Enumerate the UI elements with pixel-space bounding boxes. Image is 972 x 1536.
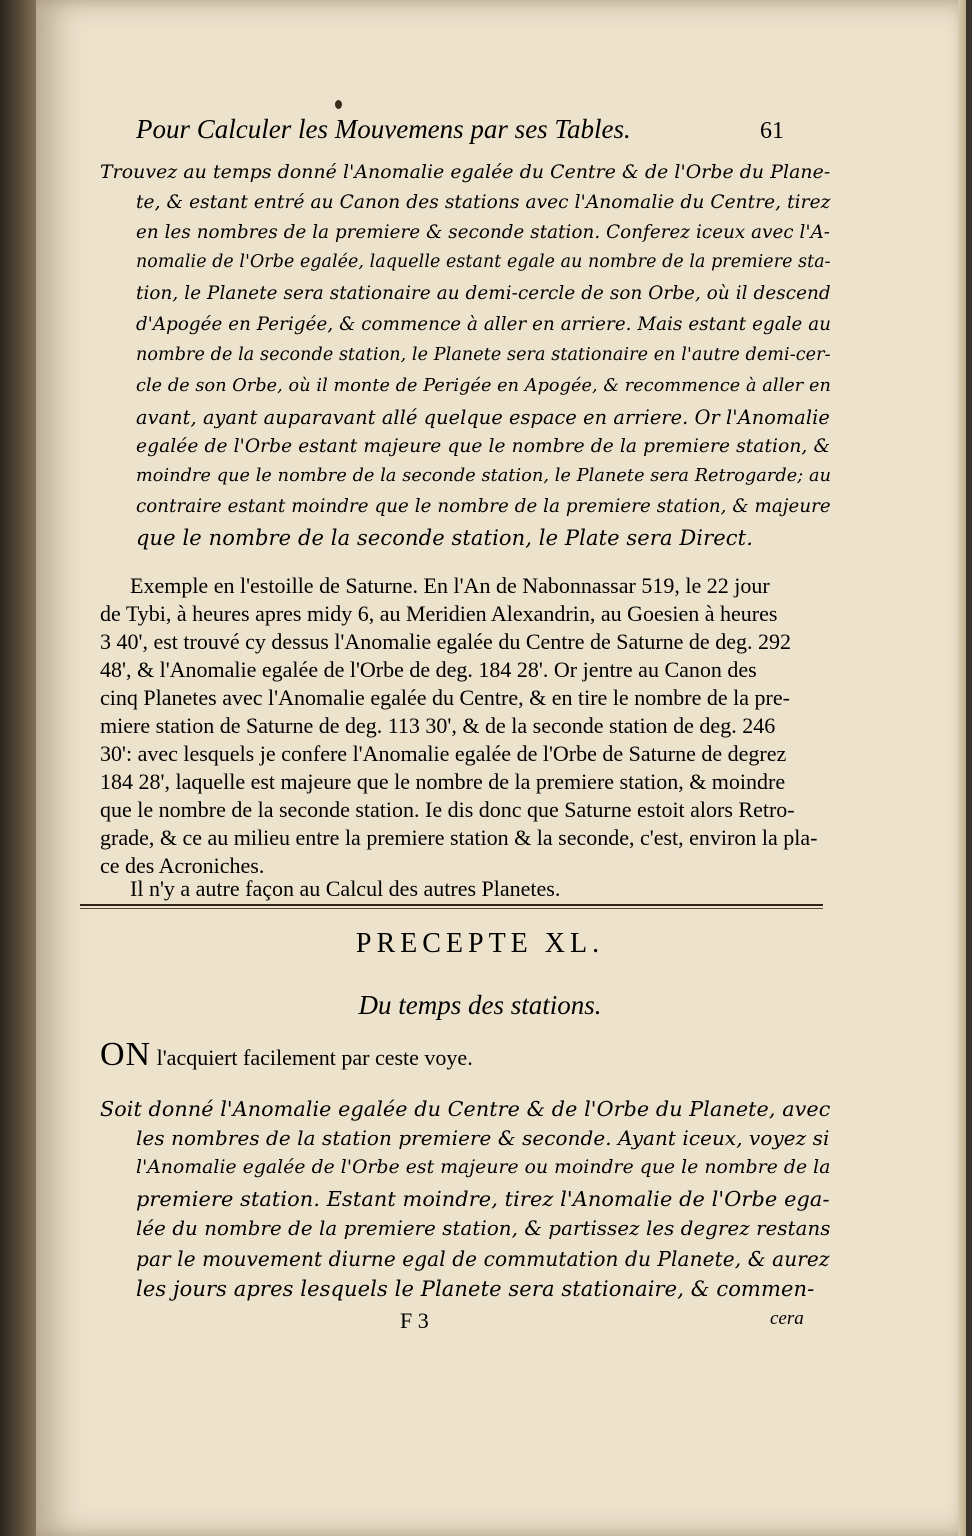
opening-line [100, 1036, 473, 1074]
drop-initial: ON [100, 1036, 152, 1073]
ink-spot [335, 100, 342, 109]
text-line: 30': avec lesquels je confere l'Anomalie egalée de l'Orbe de Saturne de degrez [100, 741, 787, 766]
text-line: cinq Planetes avec l'Anomalie egalée du Centre, & en tire le nombre de la pre- [100, 685, 790, 710]
text-line: te, & estant entré au Canon des stations avec l'Anomalie du Centre, tirez [136, 192, 831, 213]
text-line: lée du nombre de la premiere station, & partissez les degrez restans [136, 1217, 831, 1240]
text-line: avant, ayant auparavant allé quelque espace en arriere. Or l'Anomalie [136, 406, 830, 429]
text-line: que le nombre de la seconde station. Ie dis donc que Saturne estoit alors Retro- [100, 797, 795, 822]
text-line: l'Anomalie egalée de l'Orbe est majeure ou moindre que le nombre de la [136, 1157, 831, 1178]
text-line: Soit donné l'Anomalie egalée du Centre & de l'Orbe du Planete, avec [100, 1097, 831, 1121]
signature-mark: F 3 [400, 1308, 429, 1333]
text-line: miere station de Saturne de deg. 113 30', & de la seconde station de deg. 246 [100, 713, 776, 738]
text-line: ce des Acroniches. [100, 853, 265, 878]
text-line: de Tybi, à heures apres midy 6, au Meridien Alexandrin, au Goesien à heures [100, 601, 778, 626]
text-line: 184 28', laquelle est majeure que le nombre de la premiere station, & moindre [100, 769, 786, 794]
opening-text: l'acquiert facilement par ceste voye. [151, 1045, 473, 1070]
text-line: cle de son Orbe, où il monte de Perigée en Apogée, & recommence à aller en [136, 376, 831, 396]
text-line: les nombres de la station premiere & seconde. Ayant iceux, voyez si [136, 1127, 830, 1150]
text-line: moindre que le nombre de la seconde station, le Planete sera Retrogarde; au [136, 466, 832, 486]
precept-subtitle: Du temps des stations. [358, 990, 602, 1020]
text-line: par le mouvement diurne egal de commutation du Planete, & aurez [136, 1247, 830, 1271]
text-line: d'Apogée en Perigée, & commence à aller en arriere. Mais estant egale au [136, 314, 832, 335]
text-line: 48', & l'Anomalie egalée de l'Orbe de deg. 184 28'. Or jentre au Canon des [100, 657, 757, 682]
text-line: 3 40', est trouvé cy dessus l'Anomalie egalée du Centre de Saturne de deg. 292 [100, 629, 791, 654]
precept-heading: PRECEPTE XL. [355, 928, 605, 959]
text-line: contraire estant moindre que le nombre de la premiere station, & majeure [136, 496, 831, 517]
catchword: cera [770, 1308, 804, 1329]
page-number: 61 [760, 118, 784, 144]
section-rule-thin [80, 908, 823, 909]
text-line: nombre de la seconde station, le Planete sera stationaire en l'autre demi-cer- [136, 345, 831, 365]
book-spine [0, 0, 40, 1536]
text-line: les jours apres lesquels le Planete sera stationaire, & commen- [136, 1277, 815, 1301]
text-line: que le nombre de la seconde station, le Plate sera Direct. [136, 526, 753, 550]
section-rule [80, 904, 823, 906]
text-line: grade, & ce au milieu entre la premiere station & la seconde, c'est, environ la pla- [100, 825, 818, 850]
text-line: Exemple en l'estoille de Saturne. En l'An de Nabonnassar 519, le 22 jour [130, 573, 770, 598]
text-line: tion, le Planete sera stationaire au demi-cercle de son Orbe, où il descend [136, 283, 831, 304]
page-edge [958, 0, 966, 1536]
text-line: nomalie de l'Orbe egalée, laquelle estant egale au nombre de la premiere sta- [136, 252, 831, 272]
text-line: egalée de l'Orbe estant majeure que le nombre de la premiere station, & [136, 436, 831, 457]
text-line: premiere station. Estant moindre, tirez l'Anomalie de l'Orbe ega- [136, 1187, 830, 1211]
text-line: Il n'y a autre façon au Calcul des autres Planetes. [130, 876, 561, 901]
text-line: en les nombres de la premiere & seconde station. Conferez iceux avec l'A- [136, 222, 831, 243]
running-title: Pour Calculer les Mouvemens par ses Tables. [136, 114, 631, 144]
text-line: Trouvez au temps donné l'Anomalie egalée du Centre & de l'Orbe du Plane- [100, 162, 831, 183]
